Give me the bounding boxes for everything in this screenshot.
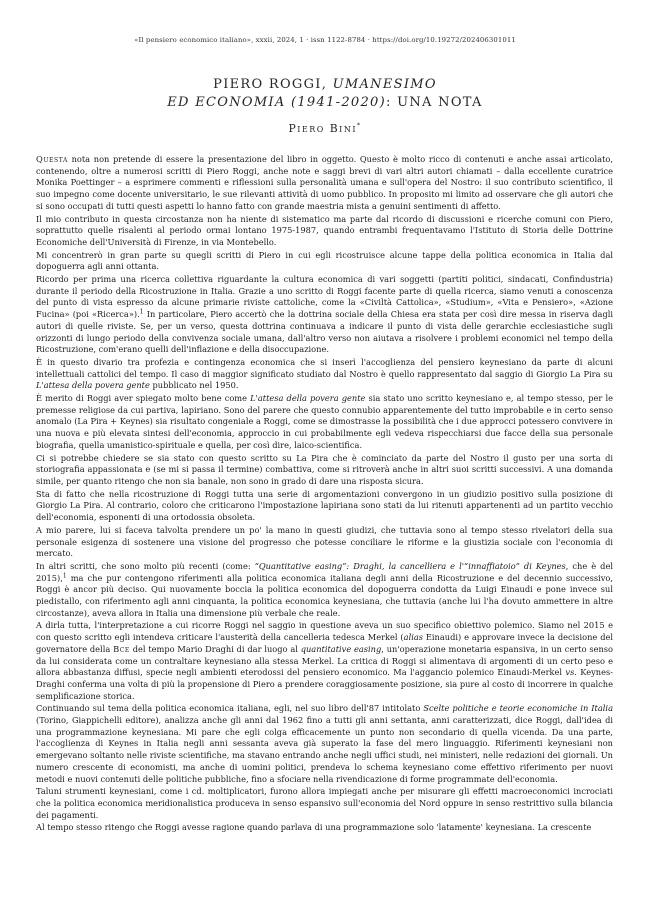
- paragraph: Ci si potrebbe chiedere se sia stato con questo scritto su La Pira che è cominciato da parte del Nostro il gusto per una sorta di storiografia appassionata e (se mi si passa il termine) combattiva, come si ritroverà anche in altri suoi scritti successivi. A una domanda simile, per quanto ritengo che non sia banale, non sono in grado di dare una risposta sicura.: [36, 452, 613, 486]
- footnote-ref: 1: [62, 571, 67, 579]
- title-italic: UMANESIMO: [332, 77, 437, 92]
- paragraph: [36, 357, 613, 392]
- paragraph: [36, 620, 613, 702]
- running-head: «Il pensiero economico italiano», xxxii, 2024, 1 · issn 1122-8784 · https://doi.org/10.19272/202406301011: [134, 36, 516, 44]
- paragraph-text: pubblicato nel 1950.: [149, 380, 239, 391]
- paragraph: [36, 561, 613, 620]
- paragraph-text: È merito di Roggi aver spiegato molto bene come: [36, 393, 251, 404]
- paragraph: [36, 393, 613, 452]
- title-line-1: [0, 76, 650, 94]
- paragraph-text: È in questo divario tra profezia e contingenza economica che si inserì l'accoglienza del pensiero keynesiano da parte di alcuni intellettuali cattolici del tempo. Il caso di maggior significato studiato dal Nostro è quello rappresentato dal saggio di Giorgio La Pira su: [36, 356, 613, 379]
- author-text: Piero Bini: [288, 122, 358, 135]
- paragraph-text: sia stato uno scritto keynesiano e, al tempo stesso, per le premesse religiose da cui partiva, lapiriano. Sono del parere che questo connubio apparentemente del tutto improbabile e in certo senso anomalo (La Pira + Keynes) sia risultato congeniale a Roggi, come se dimostrasse la possibilità che i due approcci potessero convivere in una nuova e più elevata sintesi dell'economia, approccio in cui probabilmente egli vedeva rispecchiarsi due facce della sua personale biografia, quella umanistico-spirituale e quella, per così dire, laico-scientifica.: [36, 393, 613, 450]
- paragraph-text: Einaudi) e approvare invece la decisione del governatore della: [36, 632, 613, 654]
- paragraph-text: In altri scritti, che sono molto più recenti (come:: [36, 560, 255, 571]
- paragraph: Mi concentrerò in gran parte su quegli scritti di Piero in cui egli ricostruisce alcune tappe della politica economica in Italia dal dopoguerra agli anni ottanta.: [36, 249, 613, 272]
- book-title: L'attesa della povera gente: [36, 380, 150, 391]
- italic-term: vs.: [565, 667, 577, 678]
- article-body: [36, 154, 613, 835]
- paragraph-text: (Torino, Giappichelli editore), analizza anche gli anni dal 1962 fino a tutti gli anni settanta, anni caratterizzati, dice Roggi, dall'idea di una programmazione keynesiana. Mi pare che egli colga efficacemente un punto non secondario di quella vicenda. Da una parte, l'accoglienza di Keynes in Italia negli anni sessanta aveva già superato la fase del mero linguaggio. Riferimenti keynesiani non emergevano soltanto nelle riviste scientifiche, ma stavano entrando anche negli uffici studi, nei ministeri, nelle redazioni dei giornali. Un numero crescente di economisti, ma anche di uomini politici, prendeva lo schema keynesiano come effettivo riferimento per nuovi metodi e nuovi contenuti delle politiche pubbliche, fino a sfociare nella rivendicazione di forme programmate dell'economia.: [36, 715, 613, 784]
- book-title: Scelte politiche e teorie economiche in Italia: [423, 703, 613, 714]
- title-line-2: [0, 94, 650, 112]
- title-italic: ED ECONOMIA (1941-2020): [167, 95, 386, 110]
- paragraph-text: , che è del 2015),: [36, 560, 613, 583]
- paragraph-text: , un'operazione monetaria espansiva, in un certo senso da lui considerata come un contraltare keynesiano alla stessa Merkel. La critica di Roggi si alimentava di argomenti di un certo peso e allora abbastanza diffusi, specie negli ambienti eterodossi del pensiero economico. Ma l'aggancio polemico Einaudi-Merkel: [36, 643, 613, 678]
- paragraph: Sta di fatto che nella ricostruzione di Roggi tutta una serie di argomentazioni convergono in un giudizio positivo sulla posizione di Giorgio La Pira. Al contrario, coloro che criticarono l'impostazione lapiriana sono stati da lui ritenuti appartenenti ad un partito vecchio dell'economia, esponenti di una ortodossia obsoleta.: [36, 488, 613, 523]
- paragraph-text: Ricordo per prima una ricerca collettiva riguardante la cultura economica di vari soggetti (partiti politici, sindacati, Confindustria) durante il periodo della Ricostruzione in Italia. Grazie a uno scritto di Roggi facente parte di quella ricerca, siamo venuti a conoscenza del punto di vista espresso da alcune primarie riviste cattoliche, come la «Civiltà Cattolica», «Studium», «Vita e Pensiero», «Azione Fucina» (poi «Ricerca»).: [36, 274, 613, 320]
- paragraph: [36, 154, 613, 213]
- paragraph-text: del tempo Mario Draghi di dar luogo al: [129, 643, 301, 654]
- article-title: “Quantitative easing”: Draghi, la cancelliera e l'“innaffiatoio” di Keynes: [254, 560, 566, 571]
- paragraph-text: A dirla tutta, l'interpretazione a cui ricorre Roggi nel saggio in questione aveva un suo specifico obiettivo polemico. Siamo nel 2015 e con questo scritto egli intendeva criticare l'austerità della cancelleria tedesca Merkel (: [36, 620, 613, 643]
- author-name: [0, 122, 650, 135]
- paragraph-text: ma che pur contengono riferimenti alla politica economica italiana degli anni della Ricostruzione e del decennio successivo, Roggi è ancor più deciso. Qui nuovamente boccia la politica economica del dopoguerra condotta da Luigi Einaudi e pone invece sul piedistallo, con riferimento agli anni cinquanta, la politica economica keynesiana, che tuttavia (anche lui l'ha dovuto ammettere in altre circostanze), aveva allora in Italia una dimensione più verbale che reale.: [36, 572, 613, 618]
- italic-term: alias: [403, 632, 424, 643]
- paragraph: [36, 703, 613, 785]
- lead-word: Questa: [36, 154, 68, 164]
- acronym: Bce: [113, 643, 130, 654]
- paragraph-text: nota non pretende di essere la presentazione del libro in oggetto. Questo è molto ricco di contenuti e anche assai articolato, contenendo, oltre a numerosi scritti di Piero Roggi, anche note e saggi brevi di vari altri autori chiamati – dalla eccellente curatrice Monika Poettinger – a esprimere commenti e riflessioni sulla personalità umana e sull'opera del Nostro: il suo contributo scientifico, il suo impegno come docente universitario, le sue rilevanti attività di uomo pubblico. In proposito mi limito ad osservare che gli autori che si sono occupati di tutti questi aspetti lo hanno fatto con grande maestria mista a genuini sentimenti di affetto.: [36, 154, 613, 211]
- paragraph: Il mio contributo in questa circostanza non ha niente di sistematico ma parte dal ricordo di discussioni e ricerche comuni con Piero, soprattutto quelle risalenti al periodo ormai lontano 1975-1987, quando entrambi frequentavamo l'Istituto di Storia delle Dottrine Economiche dell'Università di Firenze, in via Montebello.: [36, 213, 613, 247]
- paragraph-text: Keynes-Draghi conferma una volta di più la propensione di Piero a prendere coraggiosamente posizione, sia pure al costo di incorrere in qualche semplificazione storica.: [36, 667, 613, 701]
- footnote-ref: 1: [139, 308, 144, 316]
- paragraph-text: Continuando sul tema della politica economica italiana, egli, nel suo libro dell'87 intitolato: [36, 703, 424, 714]
- italic-term: quantitative easing: [300, 643, 382, 654]
- paragraph: [36, 274, 613, 356]
- title-part: : UNA NOTA: [386, 95, 483, 110]
- book-title: L'attesa della povera gente: [250, 393, 366, 404]
- paragraph-text: In particolare, Piero accertò che la dottrina sociale della Chiesa era stata per così dire messa in riserva dagli autori di quelle riviste. Se, per un verso, questa dottrina continuava a indicare il punto di vista delle gerarchie ecclesiastiche sugli orizzonti di lungo periodo della convivenza sociale umana, dall'altro verso non aiutava a risolvere i problemi economici nel tempo della Ricostruzione, com'erano quelli dell'inflazione e della disoccupazione.: [36, 309, 614, 355]
- author-footnote-mark: *: [357, 122, 362, 130]
- paragraph: Al tempo stesso ritengo che Roggi avesse ragione quando parlava di una programmazione solo 'latamente' keynesiana. La crescente: [36, 822, 592, 833]
- title-block: [0, 76, 650, 135]
- paragraph: Taluni strumenti keynesiani, come i cd. moltiplicatori, furono allora impiegati anche per misurare gli effetti macroeconomici incrociati che la politica economica meridionalistica produceva in senso espansivo sull'economia del Nord oppure in senso restrittivo sulla bilancia dei pagamenti.: [36, 786, 613, 820]
- paragraph: A mio parere, lui si faceva talvolta prendere un po' la mano in questi giudizi, che tuttavia sono al tempo stesso rivelatori della sua personale esigenza di sostenere una visione del progresso che potesse conciliare le riforme e la giustizia sociale con l'economia di mercato.: [36, 524, 613, 559]
- title-part: PIERO ROGGI,: [213, 77, 333, 92]
